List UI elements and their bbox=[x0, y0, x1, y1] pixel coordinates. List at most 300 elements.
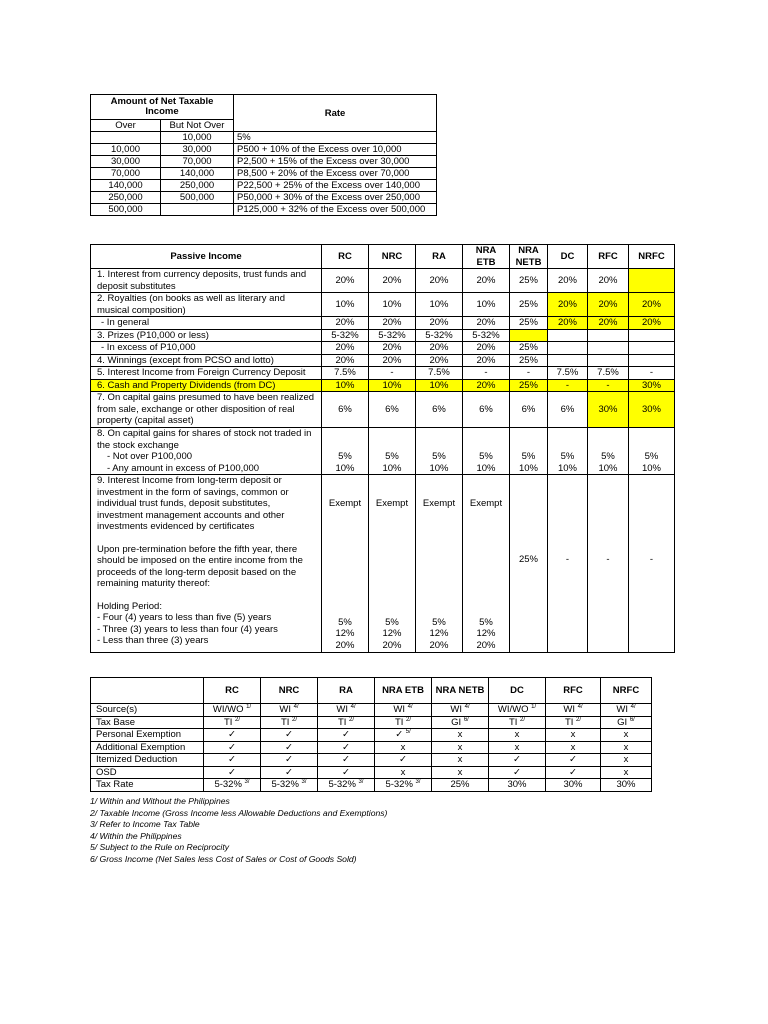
rate-value: P50,000 + 30% of the Excess over 250,000 bbox=[234, 192, 437, 204]
rate-cell: 20% bbox=[463, 354, 510, 367]
rate-value: 5% bbox=[234, 132, 437, 144]
rate-cell bbox=[510, 329, 548, 342]
row-label: Source(s) bbox=[91, 704, 204, 717]
not-over-rate: 5% bbox=[338, 451, 352, 462]
compare-cell bbox=[432, 754, 489, 767]
column-header: DC bbox=[489, 678, 546, 704]
over-value bbox=[91, 132, 161, 144]
cell-value: x bbox=[514, 741, 520, 753]
cell-value: ✓ bbox=[342, 741, 350, 753]
not-over-value: 70,000 bbox=[161, 156, 234, 168]
holding-period-2: - Three (3) years to less than four (4) years bbox=[97, 623, 278, 635]
footnote: 1/ Within and Without the Philippines bbox=[90, 796, 230, 806]
compare-cell bbox=[375, 704, 432, 717]
cell-value: WI bbox=[393, 704, 405, 715]
compare-cell bbox=[318, 779, 375, 792]
footnote: 3/ Refer to Income Tax Table bbox=[90, 819, 200, 830]
not-over-value bbox=[161, 204, 234, 216]
rate-cell: 20% bbox=[588, 293, 629, 317]
footnote-ref: 4/ bbox=[630, 703, 636, 710]
cell-value: TI bbox=[508, 716, 518, 728]
rate-cell: - bbox=[510, 367, 548, 380]
compare-cell bbox=[375, 741, 432, 754]
footnote-ref: 4/ bbox=[293, 703, 299, 710]
cell-value: ✓ bbox=[285, 729, 293, 740]
footnote-ref: 6/ bbox=[463, 716, 469, 723]
rate-cell bbox=[416, 475, 463, 653]
rate-cell: - bbox=[629, 367, 675, 380]
column-header: DC bbox=[548, 245, 588, 269]
row-label bbox=[91, 428, 322, 475]
rate-cell: 20% bbox=[322, 342, 369, 355]
rate-cell bbox=[463, 475, 510, 653]
footnote-ref: 2/ bbox=[349, 716, 355, 723]
compare-cell bbox=[432, 704, 489, 717]
passive-row bbox=[91, 269, 675, 293]
rate-cell: 5-32% bbox=[463, 329, 510, 342]
rate-cell bbox=[416, 428, 463, 475]
compare-row bbox=[91, 716, 652, 729]
compare-row bbox=[91, 779, 652, 792]
compare-cell bbox=[318, 716, 375, 729]
cell-value: TI bbox=[337, 716, 347, 728]
holding-rate-2: 12% bbox=[429, 628, 449, 639]
row-8-sub2: - Any amount in excess of P100,000 bbox=[107, 462, 260, 474]
rate-cell bbox=[322, 475, 369, 653]
rate-header: Rate bbox=[234, 95, 437, 132]
rate-cell: 6% bbox=[548, 392, 588, 428]
column-header: RC bbox=[204, 678, 261, 704]
footnote-ref: 3/ bbox=[244, 778, 250, 785]
rate-cell: 25% bbox=[510, 269, 548, 293]
compare-cell bbox=[432, 779, 489, 792]
rate-cell bbox=[629, 342, 675, 355]
pretermination-rate: - bbox=[565, 554, 570, 565]
compare-cell bbox=[318, 766, 375, 779]
cell-value: ✓ bbox=[399, 754, 407, 765]
rate-cell bbox=[548, 475, 588, 653]
compare-cell bbox=[546, 779, 601, 792]
row-label: OSD bbox=[91, 766, 204, 779]
footnote-ref: 6/ bbox=[629, 716, 635, 723]
cell-value: ✓ bbox=[285, 754, 293, 765]
compare-cell bbox=[601, 729, 652, 742]
row-label: 6. Cash and Property Dividends (from DC) bbox=[91, 379, 322, 392]
compare-cell bbox=[601, 754, 652, 767]
cell-value: 25% bbox=[450, 779, 470, 790]
row-9-label: 9. Interest Income from long-term deposit or investment in the form of savings, common or individual trust funds, deposit substitutes, investment management accounts and other investments evidenced by certificates bbox=[97, 475, 289, 532]
cell-value: ✓ bbox=[342, 754, 350, 765]
cell-value: WI bbox=[616, 704, 628, 715]
compare-cell bbox=[489, 741, 546, 754]
rate-cell: 5-32% bbox=[416, 329, 463, 342]
rate-value: P500 + 10% of the Excess over 10,000 bbox=[234, 144, 437, 156]
footnote-ref: 3/ bbox=[358, 778, 364, 785]
compare-cell bbox=[546, 741, 601, 754]
not-over-rate: 5% bbox=[560, 451, 575, 462]
rate-cell: 5-32% bbox=[369, 329, 416, 342]
rate-cell: 20% bbox=[416, 317, 463, 330]
passive-row bbox=[91, 317, 675, 330]
column-header: NRA NETB bbox=[432, 678, 489, 704]
row-label: 5. Interest Income from Foreign Currency Deposit bbox=[91, 367, 322, 380]
not-over-value: 140,000 bbox=[161, 168, 234, 180]
rate-value: P22,500 + 25% of the Excess over 140,000 bbox=[234, 180, 437, 192]
rate-cell bbox=[510, 475, 548, 653]
compare-cell bbox=[204, 741, 261, 754]
rate-cell: 20% bbox=[416, 342, 463, 355]
rate-cell: 20% bbox=[369, 342, 416, 355]
cell-value: 30% bbox=[507, 779, 527, 790]
cell-value: x bbox=[623, 729, 629, 740]
rate-cell: 20% bbox=[369, 354, 416, 367]
rate-cell bbox=[629, 428, 675, 475]
compare-cell bbox=[489, 729, 546, 742]
column-header: RC bbox=[322, 245, 369, 269]
column-header: NRFC bbox=[601, 678, 652, 704]
cell-value: x bbox=[623, 766, 629, 778]
cell-value: GI bbox=[451, 716, 462, 728]
rate-cell: 20% bbox=[463, 342, 510, 355]
footnote-ref: 2/ bbox=[576, 716, 582, 723]
passive-row bbox=[91, 475, 675, 653]
rate-cell: 6% bbox=[510, 392, 548, 428]
rate-cell: 6% bbox=[416, 392, 463, 428]
row-label: Tax Rate bbox=[91, 779, 204, 792]
footnote-ref: 3/ bbox=[301, 778, 307, 785]
footnote-ref: 4/ bbox=[577, 703, 583, 710]
cell-value: 5-32% bbox=[385, 779, 413, 790]
compare-cell bbox=[204, 716, 261, 729]
cell-value: TI bbox=[394, 716, 404, 728]
holding-rate-1: 5% bbox=[479, 616, 493, 628]
rate-cell: 20% bbox=[463, 317, 510, 330]
rate-cell: - bbox=[588, 379, 629, 392]
cell-value: 5-32% bbox=[271, 779, 299, 790]
compare-cell bbox=[489, 766, 546, 779]
rate-cell bbox=[369, 475, 416, 653]
rate-cell bbox=[548, 329, 588, 342]
cell-value: x bbox=[570, 729, 576, 740]
excess-rate: 10% bbox=[476, 462, 496, 474]
cell-value: x bbox=[457, 741, 463, 753]
rate-row bbox=[91, 156, 437, 168]
rate-cell bbox=[322, 428, 369, 475]
compare-cell bbox=[204, 704, 261, 717]
rate-cell: 20% bbox=[463, 379, 510, 392]
row-label: 2. Royalties (on books as well as literary and musical composition) bbox=[91, 293, 322, 317]
compare-cell bbox=[489, 716, 546, 729]
compare-cell bbox=[261, 779, 318, 792]
exempt-value: Exempt bbox=[328, 498, 362, 509]
holding-period-1: - Four (4) years to less than five (5) years bbox=[97, 612, 272, 623]
compare-row bbox=[91, 741, 652, 754]
column-header: RFC bbox=[546, 678, 601, 704]
amount-header: Amount of Net Taxable Income bbox=[91, 95, 234, 120]
compare-cell bbox=[375, 766, 432, 779]
footnote-ref: 4/ bbox=[464, 703, 470, 710]
compare-cell bbox=[432, 729, 489, 742]
compare-cell bbox=[375, 779, 432, 792]
rate-cell: 25% bbox=[510, 379, 548, 392]
cell-value: x bbox=[400, 741, 406, 753]
row-label: - In general bbox=[91, 317, 322, 330]
not-over-rate: 5% bbox=[521, 451, 536, 462]
compare-cell bbox=[489, 754, 546, 767]
exempt-value: Exempt bbox=[469, 498, 503, 509]
cell-value: ✓ bbox=[569, 766, 577, 778]
compare-cell bbox=[601, 704, 652, 717]
holding-rate-3: 20% bbox=[429, 639, 449, 651]
rate-cell: 10% bbox=[463, 293, 510, 317]
cell-value: WI/WO bbox=[497, 704, 529, 715]
compare-cell bbox=[318, 729, 375, 742]
compare-cell bbox=[601, 741, 652, 754]
not-over-rate: 5% bbox=[479, 451, 493, 462]
footnote-ref: 2/ bbox=[520, 716, 526, 723]
rate-cell: 20% bbox=[629, 293, 675, 317]
passive-row bbox=[91, 367, 675, 380]
passive-income-table bbox=[90, 244, 675, 653]
compare-cell bbox=[375, 729, 432, 742]
compare-cell bbox=[261, 754, 318, 767]
row-label: Itemized Deduction bbox=[91, 754, 204, 767]
cell-value: WI bbox=[279, 704, 291, 715]
row-label: 3. Prizes (P10,000 or less) bbox=[91, 329, 322, 342]
over-value: 30,000 bbox=[91, 156, 161, 168]
pretermination-rate: 25% bbox=[518, 554, 538, 565]
compare-cell bbox=[546, 704, 601, 717]
cell-value: ✓ bbox=[569, 754, 577, 765]
rate-cell: 10% bbox=[416, 293, 463, 317]
not-over-rate: 5% bbox=[432, 451, 446, 462]
rate-cell: 10% bbox=[322, 379, 369, 392]
footnotes bbox=[90, 796, 387, 866]
holding-rate-2: 12% bbox=[335, 628, 355, 639]
compare-cell bbox=[261, 729, 318, 742]
cell-value: GI bbox=[617, 716, 628, 728]
holding-rate-3: 20% bbox=[335, 639, 355, 651]
rate-cell: 20% bbox=[322, 317, 369, 330]
excess-rate: 10% bbox=[335, 462, 355, 474]
footnote: 4/ Within the Philippines bbox=[90, 830, 182, 841]
holding-rate-3: 20% bbox=[476, 639, 496, 651]
compare-cell bbox=[601, 716, 652, 729]
rate-cell bbox=[629, 354, 675, 367]
row-8-sub1: - Not over P100,000 bbox=[107, 451, 193, 462]
cell-value: WI/WO bbox=[212, 704, 244, 715]
rate-cell bbox=[548, 354, 588, 367]
compare-cell bbox=[375, 754, 432, 767]
rate-value: P125,000 + 32% of the Excess over 500,000 bbox=[234, 204, 437, 216]
footnote-ref: 1/ bbox=[531, 703, 537, 710]
rate-cell: 20% bbox=[416, 354, 463, 367]
cell-value: TI bbox=[564, 716, 574, 728]
rate-row bbox=[91, 144, 437, 156]
rate-cell: 6% bbox=[463, 392, 510, 428]
cell-value: x bbox=[457, 754, 463, 765]
column-header: NRC bbox=[261, 678, 318, 704]
compare-cell bbox=[546, 754, 601, 767]
passive-row bbox=[91, 293, 675, 317]
cell-value: ✓ bbox=[228, 741, 236, 753]
row-8-label: 8. On capital gains for shares of stock not traded in the stock exchange bbox=[97, 428, 312, 451]
rate-cell: 10% bbox=[322, 293, 369, 317]
passive-row bbox=[91, 392, 675, 428]
compare-cell bbox=[432, 741, 489, 754]
rate-cell: 20% bbox=[416, 269, 463, 293]
rate-cell bbox=[369, 428, 416, 475]
holding-rate-1: 5% bbox=[432, 616, 446, 628]
footnote-ref: 3/ bbox=[415, 778, 421, 785]
not-over-value: 250,000 bbox=[161, 180, 234, 192]
rate-cell: 20% bbox=[548, 317, 588, 330]
cell-value: ✓ bbox=[285, 766, 293, 778]
rate-cell bbox=[629, 475, 675, 653]
column-header: NRC bbox=[369, 245, 416, 269]
exempt-value: Exempt bbox=[375, 498, 409, 509]
row-label: 7. On capital gains presumed to have been realized from sale, exchange or other disposition of real property (capital asset) bbox=[91, 392, 322, 428]
compare-cell bbox=[204, 754, 261, 767]
compare-cell bbox=[261, 741, 318, 754]
rate-cell: 25% bbox=[510, 342, 548, 355]
not-over-value: 30,000 bbox=[161, 144, 234, 156]
cell-value: WI bbox=[563, 704, 575, 715]
rate-row bbox=[91, 132, 437, 144]
not-over-rate: 5% bbox=[601, 451, 615, 462]
not-over-rate: 5% bbox=[644, 451, 659, 462]
cell-value: ✓ bbox=[513, 766, 521, 778]
rate-cell bbox=[629, 269, 675, 293]
row-label: - In excess of P10,000 bbox=[91, 342, 322, 355]
holding-period-3: - Less than three (3) years bbox=[97, 635, 209, 646]
rate-cell bbox=[588, 342, 629, 355]
rate-row bbox=[91, 192, 437, 204]
rate-cell bbox=[588, 475, 629, 653]
pretermination-rate: - bbox=[649, 554, 654, 565]
rate-cell bbox=[548, 428, 588, 475]
column-header: RFC bbox=[588, 245, 629, 269]
excess-rate: 10% bbox=[641, 462, 661, 474]
row-label bbox=[91, 475, 322, 653]
not-over-value: 500,000 bbox=[161, 192, 234, 204]
rate-row bbox=[91, 204, 437, 216]
passive-row bbox=[91, 329, 675, 342]
rate-cell: - bbox=[463, 367, 510, 380]
rate-row bbox=[91, 168, 437, 180]
excess-rate: 10% bbox=[598, 462, 618, 474]
column-header: RA bbox=[416, 245, 463, 269]
cell-value: 5-32% bbox=[214, 779, 242, 790]
rate-cell: 7.5% bbox=[416, 367, 463, 380]
compare-row bbox=[91, 754, 652, 767]
rate-cell bbox=[588, 354, 629, 367]
column-header: RA bbox=[318, 678, 375, 704]
compare-row bbox=[91, 766, 652, 779]
rate-cell: - bbox=[369, 367, 416, 380]
row-label: Additional Exemption bbox=[91, 741, 204, 754]
cell-value: ✓ bbox=[228, 729, 236, 740]
holding-rate-2: 12% bbox=[382, 628, 402, 639]
rate-cell: 20% bbox=[369, 269, 416, 293]
over-value: 70,000 bbox=[91, 168, 161, 180]
over-value: 140,000 bbox=[91, 180, 161, 192]
passive-row bbox=[91, 342, 675, 355]
rate-cell: 10% bbox=[369, 379, 416, 392]
over-value: 250,000 bbox=[91, 192, 161, 204]
rate-cell: - bbox=[548, 379, 588, 392]
holding-period-label: Holding Period: bbox=[97, 600, 162, 612]
income-tax-rate-table bbox=[90, 94, 437, 216]
footnote: 5/ Subject to the Rule on Reciprocity bbox=[90, 842, 230, 853]
compare-cell bbox=[261, 766, 318, 779]
rate-cell: 20% bbox=[548, 293, 588, 317]
rate-row bbox=[91, 180, 437, 192]
rate-cell: 25% bbox=[510, 293, 548, 317]
rate-cell bbox=[588, 428, 629, 475]
compare-cell bbox=[432, 716, 489, 729]
excess-rate: 10% bbox=[382, 462, 402, 474]
cell-value: 30% bbox=[616, 779, 636, 790]
compare-cell bbox=[546, 729, 601, 742]
over-value: 10,000 bbox=[91, 144, 161, 156]
column-header: Passive Income bbox=[91, 245, 322, 269]
rate-cell bbox=[629, 329, 675, 342]
cell-value: x bbox=[623, 754, 629, 765]
pretermination-text: Upon pre-termination before the fifth year, there should be imposed on the entire income from the proceeds of the long-term deposit based on the remaining maturity thereof: bbox=[97, 543, 303, 589]
cell-value: x bbox=[514, 729, 520, 740]
over-value: 500,000 bbox=[91, 204, 161, 216]
column-header bbox=[91, 678, 204, 704]
rate-cell: 20% bbox=[629, 317, 675, 330]
rate-cell: 20% bbox=[369, 317, 416, 330]
cell-value: 5-32% bbox=[328, 779, 356, 790]
column-header: NRFC bbox=[629, 245, 675, 269]
row-label: 4. Winnings (except from PCSO and lotto) bbox=[91, 354, 322, 367]
cell-value: x bbox=[570, 741, 576, 753]
cell-value: ✓ bbox=[342, 766, 350, 778]
compare-cell bbox=[204, 766, 261, 779]
cell-value: TI bbox=[223, 716, 233, 728]
footnote: 2/ Taxable Income (Gross Income less Allowable Deductions and Exemptions) bbox=[90, 807, 388, 818]
rate-cell: 10% bbox=[369, 293, 416, 317]
spacer bbox=[97, 590, 318, 601]
cell-value: WI bbox=[336, 704, 348, 715]
rate-cell: 20% bbox=[588, 269, 629, 293]
holding-rate-1: 5% bbox=[385, 616, 399, 628]
footnote-ref: 2/ bbox=[235, 716, 241, 723]
rate-cell: 20% bbox=[588, 317, 629, 330]
passive-row bbox=[91, 354, 675, 367]
footnote-ref: 5/ bbox=[405, 728, 411, 735]
rate-cell: 20% bbox=[548, 269, 588, 293]
over-header: Over bbox=[91, 120, 161, 132]
cell-value: x bbox=[457, 729, 463, 740]
compare-cell bbox=[204, 779, 261, 792]
passive-row bbox=[91, 428, 675, 475]
exempt-value: Exempt bbox=[422, 498, 456, 509]
not-over-rate: 5% bbox=[385, 451, 399, 462]
cell-value: ✓ bbox=[342, 729, 350, 740]
not-over-value: 10,000 bbox=[161, 132, 234, 144]
cell-value: ✓ bbox=[285, 741, 293, 753]
compare-cell bbox=[546, 766, 601, 779]
compare-cell bbox=[318, 741, 375, 754]
taxpayer-comparison-table bbox=[90, 677, 652, 792]
compare-cell bbox=[489, 779, 546, 792]
cell-value: ✓ bbox=[228, 754, 236, 765]
compare-cell bbox=[318, 704, 375, 717]
